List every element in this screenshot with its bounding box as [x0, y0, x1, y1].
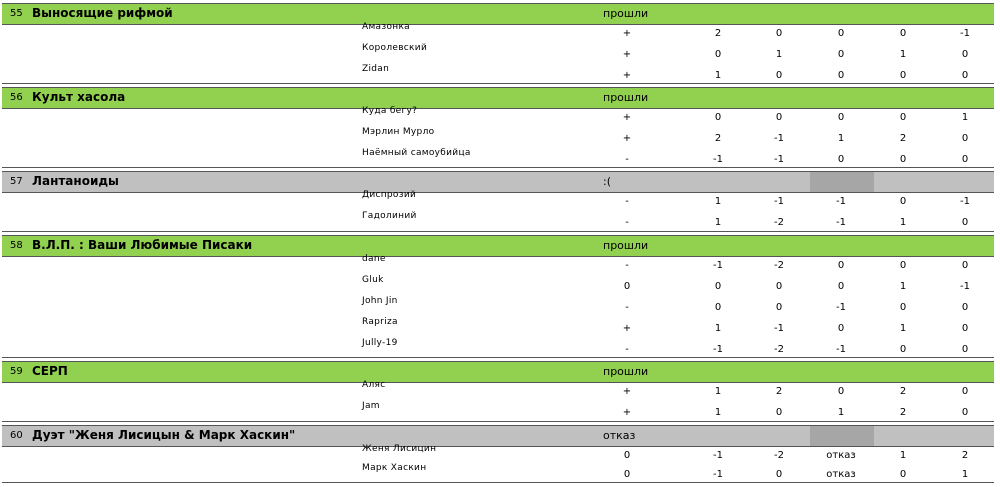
score-cell: отказ: [826, 469, 856, 480]
member-row: [0, 294, 1000, 315]
score-cell: 0: [961, 302, 969, 313]
score-cell: 1: [961, 112, 969, 123]
score-cell: 0: [837, 386, 845, 397]
member-name: Гадолиний: [362, 211, 417, 221]
score-cell: +: [622, 49, 632, 60]
group-divider: [2, 83, 994, 84]
score-cell: 0: [899, 196, 907, 207]
member-row: [0, 188, 1000, 209]
score-cell: 0: [961, 407, 969, 418]
team-status: прошли: [603, 7, 649, 20]
team-name: Культ хасола: [32, 90, 126, 104]
score-cell: 1: [714, 386, 722, 397]
member-row: [0, 62, 1000, 83]
score-cell: 0: [714, 49, 722, 60]
score-cell: 1: [899, 323, 907, 334]
team-status: :(: [603, 175, 611, 188]
group-divider: [2, 482, 994, 483]
score-cell: -: [625, 196, 629, 207]
score-cell: -1: [713, 450, 723, 461]
score-cell: -1: [836, 196, 846, 207]
score-cell: -2: [774, 217, 784, 228]
score-cell: 0: [899, 469, 907, 480]
score-cell: 0: [623, 450, 631, 461]
member-row: [0, 20, 1000, 41]
score-cell: 0: [961, 386, 969, 397]
score-cell: 2: [961, 450, 969, 461]
score-cell: 0: [775, 70, 783, 81]
score-cell: +: [622, 112, 632, 123]
score-cell: 1: [775, 49, 783, 60]
score-cell: 0: [714, 302, 722, 313]
member-row: [0, 41, 1000, 62]
score-cell: 1: [714, 323, 722, 334]
team-number: 57: [10, 176, 23, 187]
member-row: [0, 336, 1000, 357]
score-cell: 0: [837, 281, 845, 292]
member-name: Jam: [362, 401, 380, 411]
score-cell: -1: [713, 260, 723, 271]
score-cell: 1: [714, 70, 722, 81]
member-row: [0, 209, 1000, 230]
score-cell: -2: [774, 344, 784, 355]
member-name: Gluk: [362, 275, 384, 285]
score-cell: 0: [899, 154, 907, 165]
score-cell: 1: [899, 217, 907, 228]
team-name: В.Л.П. : Ваши Любимые Писаки: [32, 238, 253, 252]
score-cell: 1: [961, 469, 969, 480]
team-name: Дуэт "Женя Лисицын & Марк Хаскин": [32, 428, 296, 442]
score-cell: 0: [961, 344, 969, 355]
member-row: [0, 104, 1000, 125]
score-cell: 0: [714, 112, 722, 123]
score-cell: -1: [836, 344, 846, 355]
team-status: прошли: [603, 239, 649, 252]
score-cell: -: [625, 260, 629, 271]
score-cell: 0: [837, 154, 845, 165]
member-name: dane: [362, 254, 386, 264]
score-cell: 0: [961, 133, 969, 144]
score-cell: 1: [714, 407, 722, 418]
score-cell: +: [622, 386, 632, 397]
score-cell: 0: [961, 154, 969, 165]
member-name: Женя Лисицин: [362, 444, 437, 454]
team-status: прошли: [603, 365, 649, 378]
score-cell: 0: [899, 70, 907, 81]
score-cell: -2: [774, 450, 784, 461]
score-cell: 0: [775, 407, 783, 418]
team-number: 59: [10, 366, 23, 377]
member-name: Амазонка: [362, 22, 410, 32]
member-row: [0, 442, 1000, 463]
team-number: 60: [10, 430, 23, 441]
member-name: Куда бегу?: [362, 106, 418, 116]
score-cell: -1: [960, 196, 970, 207]
member-row: [0, 399, 1000, 420]
score-cell: -1: [713, 344, 723, 355]
team-number: 55: [10, 8, 23, 19]
score-cell: 0: [837, 260, 845, 271]
score-cell: +: [622, 70, 632, 81]
team-status: отказ: [603, 429, 636, 442]
score-cell: 0: [623, 469, 631, 480]
member-name: John Jin: [362, 296, 398, 306]
score-cell: 0: [623, 281, 631, 292]
score-cell: 0: [899, 302, 907, 313]
score-cell: -1: [774, 196, 784, 207]
score-cell: 0: [961, 323, 969, 334]
member-name: Аляс: [362, 380, 386, 390]
score-cell: 0: [961, 260, 969, 271]
score-cell: -2: [774, 260, 784, 271]
score-cell: 2: [899, 133, 907, 144]
score-cell: 0: [837, 323, 845, 334]
group-divider: [2, 231, 994, 232]
member-name: Диспрозий: [362, 190, 417, 200]
team-number: 56: [10, 92, 23, 103]
score-cell: 0: [837, 28, 845, 39]
score-cell: -: [625, 302, 629, 313]
score-cell: 2: [714, 133, 722, 144]
member-name: Наёмный самоубийца: [362, 148, 471, 158]
score-cell: отказ: [826, 450, 856, 461]
team-name: СЕРП: [32, 364, 68, 378]
member-row: [0, 125, 1000, 146]
score-cell: 0: [837, 112, 845, 123]
score-cell: 0: [961, 49, 969, 60]
score-cell: -1: [960, 28, 970, 39]
score-cell: -1: [960, 281, 970, 292]
team-name: Выносящие рифмой: [32, 6, 173, 20]
score-cell: 1: [899, 450, 907, 461]
member-row: [0, 378, 1000, 399]
score-cell: -1: [713, 469, 723, 480]
score-cell: -1: [774, 154, 784, 165]
score-cell: -1: [774, 323, 784, 334]
score-cell: +: [622, 28, 632, 39]
score-cell: 2: [775, 386, 783, 397]
score-cell: 0: [775, 302, 783, 313]
score-cell: 0: [899, 344, 907, 355]
score-cell: 0: [775, 112, 783, 123]
score-cell: -1: [836, 217, 846, 228]
score-cell: 1: [899, 49, 907, 60]
score-cell: 0: [961, 217, 969, 228]
score-cell: 0: [899, 28, 907, 39]
member-name: Марк Хаскин: [362, 463, 427, 473]
member-name: Королевский: [362, 43, 428, 53]
member-row: [0, 461, 1000, 482]
member-name: Zidan: [362, 64, 390, 74]
score-cell: +: [622, 133, 632, 144]
score-cell: 1: [837, 407, 845, 418]
team-status: прошли: [603, 91, 649, 104]
score-cell: 0: [961, 70, 969, 81]
group-divider: [2, 167, 994, 168]
team-number: 58: [10, 240, 23, 251]
score-cell: -: [625, 154, 629, 165]
group-divider: [2, 421, 994, 422]
score-cell: 0: [775, 28, 783, 39]
score-cell: -: [625, 217, 629, 228]
score-cell: -1: [774, 133, 784, 144]
score-cell: -: [625, 344, 629, 355]
member-row: [0, 315, 1000, 336]
score-cell: 1: [714, 196, 722, 207]
score-cell: -1: [713, 154, 723, 165]
score-cell: 0: [899, 260, 907, 271]
member-row: [0, 146, 1000, 167]
score-cell: +: [622, 323, 632, 334]
group-divider: [2, 357, 994, 358]
score-cell: 2: [899, 386, 907, 397]
score-cell: 1: [837, 133, 845, 144]
member-name: Jully-19: [362, 338, 398, 348]
score-cell: 1: [899, 281, 907, 292]
member-row: [0, 252, 1000, 273]
score-cell: +: [622, 407, 632, 418]
score-cell: 0: [837, 49, 845, 60]
score-cell: 0: [837, 70, 845, 81]
score-cell: 2: [714, 28, 722, 39]
member-name: Мэрлин Мурло: [362, 127, 435, 137]
member-row: [0, 273, 1000, 294]
score-cell: 0: [899, 112, 907, 123]
score-cell: 0: [775, 281, 783, 292]
score-cell: 0: [775, 469, 783, 480]
score-cell: -1: [836, 302, 846, 313]
member-name: Rapriza: [362, 317, 398, 327]
score-cell: 0: [714, 281, 722, 292]
score-cell: 1: [714, 217, 722, 228]
team-name: Лантаноиды: [32, 174, 119, 188]
score-cell: 2: [899, 407, 907, 418]
